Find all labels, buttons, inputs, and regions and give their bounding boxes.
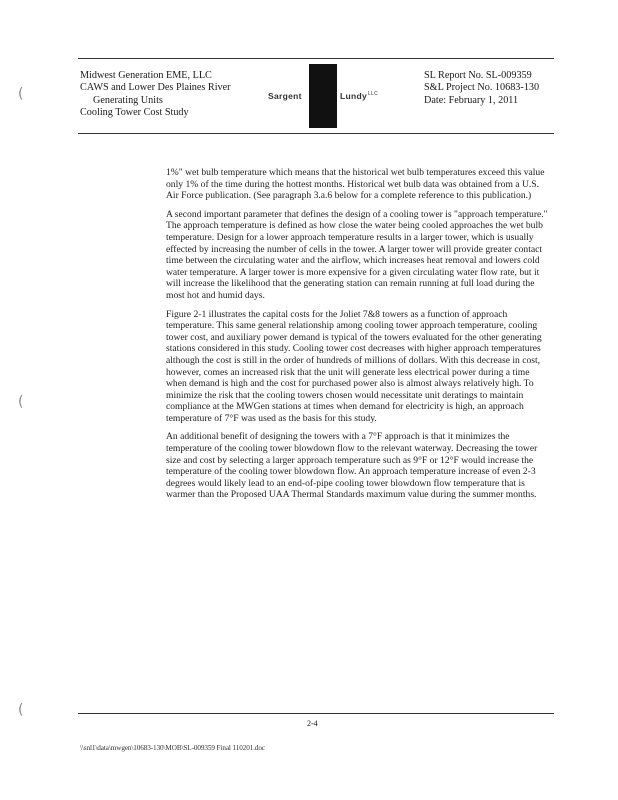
project-name-line2: Generating Units xyxy=(93,94,163,106)
binder-hole-mark-top: ( xyxy=(18,86,24,102)
logo-word-sargent: Sargent xyxy=(268,91,302,101)
report-date: Date: February 1, 2011 xyxy=(424,94,519,106)
header-report-block xyxy=(424,70,539,107)
page-number: 2-4 xyxy=(307,719,318,728)
header-top-rule xyxy=(78,58,554,59)
binder-hole-mark-middle: ( xyxy=(18,394,24,410)
body-text xyxy=(166,167,550,508)
paragraph-wet-bulb: 1%" wet bulb temperature which means that the historical wet bulb temperatures exceed this value only 1% of the time during the hottest months. Historical wet bulb data was obtained from a U.S. Air Force publication. (See paragraph 3.a.6 below for a complete reference to this publication.) xyxy=(166,167,545,202)
logo-black-bar xyxy=(309,64,337,128)
logo-word-lundy: Lundy$^{LLC}$ xyxy=(340,91,379,101)
header-bottom-rule xyxy=(78,133,554,134)
logo-llc-suffix: LLC xyxy=(368,91,379,98)
paragraph-figure-reference: Figure 2-1 illustrates the capital costs for the Joliet 7&8 towers as a function of approach temperature. This same general relationship among cooling tower approach temperature, cooling tower cost, and auxiliary power demand is typical of the towers evaluated for the other generating stations considered in this study. Cooling tower cost decreases with higher approach temperatures although the cost is still in the order of hundreds of millions of dollars. With this decrease in cost, however, comes an increased risk that the unit will generate less electrical power during a time when demand is high and the cost for purchased power also is almost always relatively high. To minimize the risk that the cooling towers chosen would necessitate unit deratings to maintain compliance at the MWGen stations at times when demand for electricity is high, an approach temperature of 7°F was used as the basis for this study. xyxy=(166,308,542,424)
file-path: \\snl1\data\mwgen\10683-130\MOB\SL-009359 Final 110201.doc xyxy=(80,744,265,752)
binder-hole-mark-bottom: ( xyxy=(18,702,24,718)
project-number: S&L Project No. 10683-130 xyxy=(424,82,540,94)
client-name: Midwest Generation EME, LLC xyxy=(80,70,212,81)
paragraph-approach-temperature: A second important parameter that defines the design of a cooling tower is "approach temperature." The approach temperature is defined as how close the water being cooled approaches the wet bulb temperature. Design for a lower approach temperature results in a larger tower, which is usually effected by increasing the number of cells in the tower. A larger tower will provide greater contact time between the circulating water and the airflow, which increases heat removal and lowers cold water temperature. A larger tower is more expensive for a given circulating water flow rate, but it will increase the likelihood that the generating station can remain running at full load during the most hot and humid days. xyxy=(166,208,548,301)
report-number: SL Report No. SL-009359 xyxy=(424,70,532,81)
paragraph-additional-benefit: An additional benefit of designing the towers with a 7°F approach is that it minimizes the temperature of the cooling tower blowdown flow to the relevant waterway. Decreasing the tower size and cost by selecting a larger approach temperature such as 9°F or 12°F would increase the temperature of the cooling tower blowdown flow. An approach temperature increase of even 2-3 degrees would likely lead to an end-of-pipe cooling tower blowdown flow temperature that is warmer than the Proposed UAA Thermal Standards maximum value during the summer months. xyxy=(166,431,538,501)
sargent-lundy-logo xyxy=(268,64,378,128)
project-name-line1: CAWS and Lower Des Plaines River xyxy=(80,82,231,94)
header-client-block xyxy=(80,70,231,120)
study-title: Cooling Tower Cost Study xyxy=(80,107,189,119)
footer-rule xyxy=(78,713,554,714)
